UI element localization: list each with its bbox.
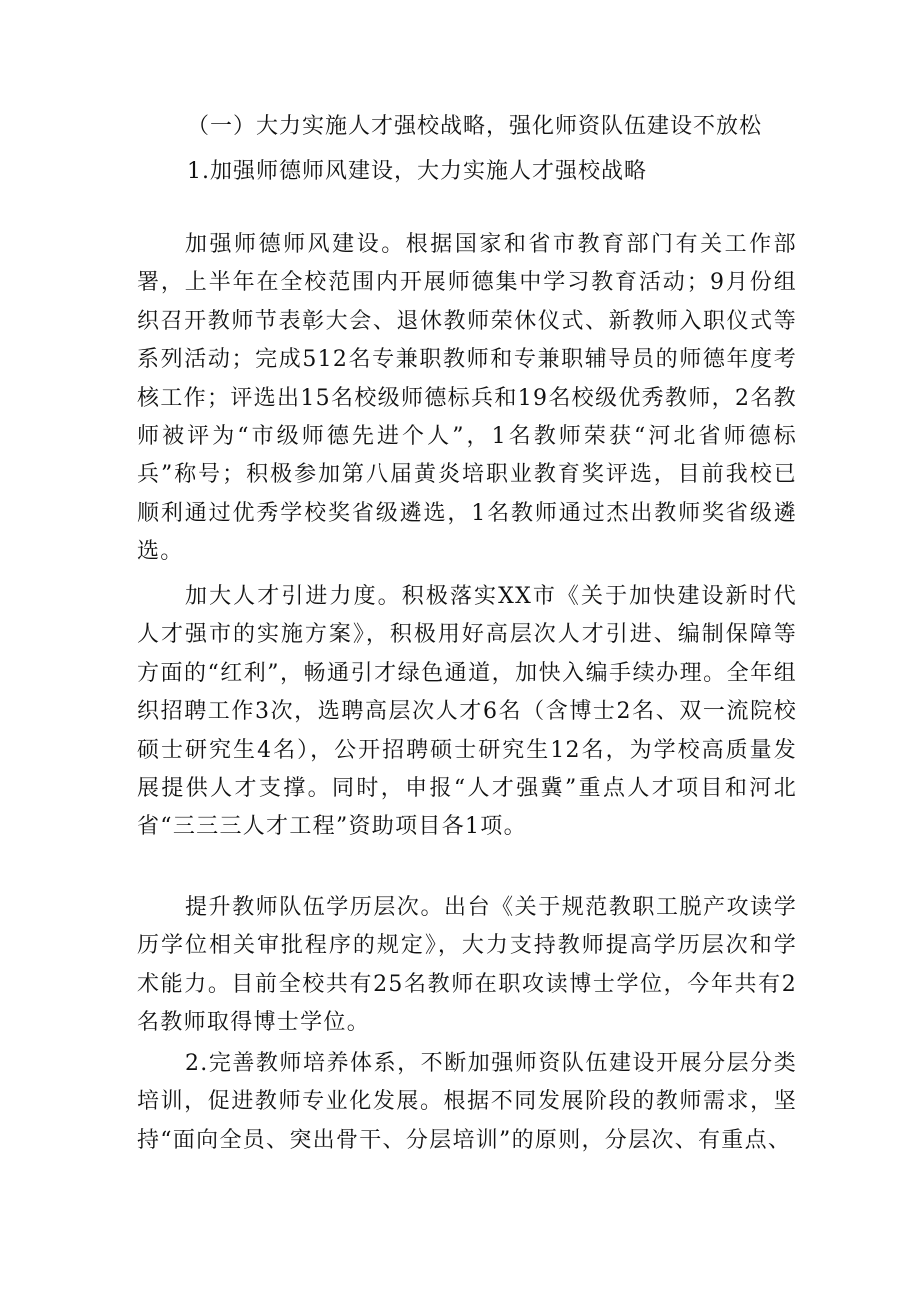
paragraph-education-level: 提升教师队伍学历层次。出台《关于规范教职工脱产攻读学历学位相关审批程序的规定》，大力支持教师提高学历层次和学术能力。目前全校共有25名教师在职攻读博士学位，今年共有2名教师取得博士学位。	[137, 895, 797, 1036]
section-heading: （一）大力实施人才强校战略，强化师资队伍建设不放松	[187, 114, 763, 139]
item-heading: 1.加强师德师风建设，大力实施人才强校战略	[187, 159, 647, 184]
paragraph-training-system: 2.完善教师培养体系，不断加强师资队伍建设开展分层分类培训，促进教师专业化发展。根据不同发展阶段的教师需求，坚持“面向全员、突出骨干、分层培训”的原则，分层次、有重点、	[137, 1051, 797, 1153]
paragraph-teacher-ethics: 加强师德师风建设。根据国家和省市教育部门有关工作部署，上半年在全校范围内开展师德集中学习教育活动；9月份组织召开教师节表彰大会、退休教师荣休仪式、新教师入职仪式等系列活动；完成512名专兼职教师和专兼职辅导员的师德年度考核工作；评选出15名校级师德标兵和19名校级优秀教师，2名教师被评为“市级师德先进个人”，1名教师荣获“河北省师德标兵”称号；积极参加第八届黄炎培职业教育奖评选，目前我校已顺利通过优秀学校奖省级遴选，1名教师通过杰出教师奖省级遴选。	[137, 232, 797, 565]
paragraph-talent-recruitment: 加大人才引进力度。积极落实XX市《关于加快建设新时代人才强市的实施方案》，积极用好高层次人才引进、编制保障等方面的“红利”，畅通引才绿色通道，加快入编手续办理。全年组织招聘工作3次，选聘高层次人才6名（含博士2名、双一流院校硕士研究生4名），公开招聘硕士研究生12名，为学校高质量发展提供人才支撑。同时，申报“人才强冀”重点人才项目和河北省“三三三人才工程”资助项目各1项。	[137, 584, 797, 840]
